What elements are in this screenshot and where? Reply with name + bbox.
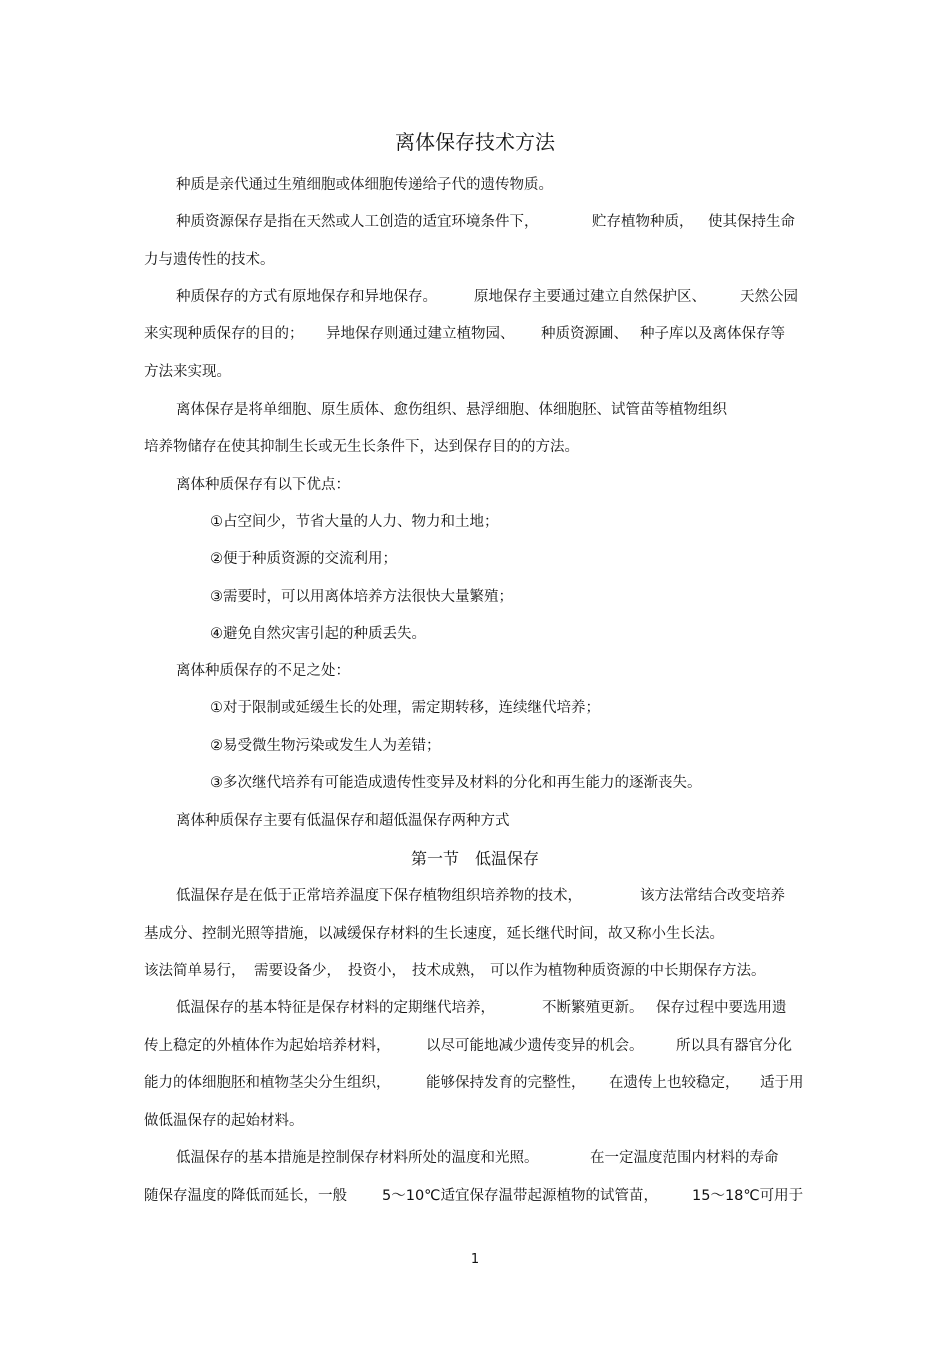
paragraph-line: 基成分、控制光照等措施，以减缓保存材料的生长速度，延长继代时间，故又称小生长法。 <box>144 926 724 942</box>
list-item: ③多次继代培养有可能造成遗传性变异及材料的分化和再生能力的逐渐丧失。 <box>210 775 702 791</box>
list-item: ②易受微生物污染或发生人为差错； <box>210 738 441 754</box>
text-segment: 该法简单易行， <box>144 963 246 979</box>
text-segment: 随保存温度的降低而延长，一般 <box>144 1188 347 1204</box>
text-segment: 低温保存的基本特征是保存材料的定期继代培养， <box>176 1000 495 1016</box>
list-item: ②便于种质资源的交流利用； <box>210 551 397 567</box>
text-segment: 种质保存的方式有原地保存和异地保存。 <box>176 289 437 305</box>
text-segment: 15～18℃可用于 <box>692 1188 804 1204</box>
text-segment: 保存过程中要选用遗 <box>656 1000 787 1016</box>
paragraph-line: 方法来实现。 <box>144 364 231 380</box>
text-segment: 种质资源保存是指在天然或人工创造的适宜环境条件下， <box>176 214 539 230</box>
section-heading: 第一节 低温保存 <box>410 849 539 868</box>
text-segment: 低温保存的基本措施是控制保存材料所处的温度和光照。 <box>176 1150 539 1166</box>
paragraph-line: 离体保存是将单细胞、原生质体、愈伤组织、悬浮细胞、体细胞胚、试管苗等植物组织 <box>176 402 727 418</box>
text-segment: 来实现种质保存的目的； <box>144 326 304 342</box>
paragraph-line: 做低温保存的起始材料。 <box>144 1113 304 1129</box>
text-segment: 贮存植物种质， <box>592 214 694 230</box>
text-segment: 在一定温度范围内材料的寿命 <box>590 1150 779 1166</box>
paragraph-line: 培养物储存在使其抑制生长或无生长条件下，达到保存目的的方法。 <box>144 439 579 455</box>
text-segment: 技术成熟， <box>412 963 485 979</box>
text-segment: 天然公园 <box>740 289 798 305</box>
list-item: ④避免自然灾害引起的种质丢失。 <box>210 626 426 642</box>
text-segment: 适于用 <box>760 1075 804 1091</box>
text-segment: 原地保存主要通过建立自然保护区、 <box>474 289 706 305</box>
text-segment: 可以作为植物种质资源的中长期保存方法。 <box>490 963 766 979</box>
document-title: 离体保存技术方法 <box>395 130 555 154</box>
list-item: ③需要时，可以用离体培养方法很快大量繁殖； <box>210 589 513 605</box>
paragraph-line: 力与遗传性的技术。 <box>144 252 275 268</box>
text-segment: 在遗传上也较稳定， <box>609 1075 740 1091</box>
text-segment: 种子库以及离体保存等 <box>640 326 785 342</box>
list-item: ①对于限制或延缓生长的处理，需定期转移，连续继代培养； <box>210 700 600 716</box>
paragraph-line: 离体种质保存的不足之处： <box>176 663 350 679</box>
text-segment: 能力的体细胞胚和植物茎尖分生组织， <box>144 1075 391 1091</box>
page-number: 1 <box>470 1252 480 1267</box>
text-segment: 传上稳定的外植体作为起始培养材料， <box>144 1038 391 1054</box>
text-segment: 种质资源圃、 <box>541 326 628 342</box>
text-segment: 不断繁殖更新。 <box>542 1000 644 1016</box>
paragraph-line: 离体种质保存有以下优点： <box>176 477 350 493</box>
text-segment: 投资小， <box>348 963 406 979</box>
text-segment: 低温保存是在低于正常培养温度下保存植物组织培养物的技术， <box>176 888 582 904</box>
paragraph-line: 种质是亲代通过生殖细胞或体细胞传递给子代的遗传物质。 <box>176 177 553 193</box>
paragraph-line: 离体种质保存主要有低温保存和超低温保存两种方式 <box>176 813 510 829</box>
text-segment: 以尽可能地减少遗传变异的机会。 <box>426 1038 644 1054</box>
text-segment: 该方法常结合改变培养 <box>640 888 785 904</box>
text-segment: 所以具有器官分化 <box>676 1038 792 1054</box>
text-segment: 使其保持生命 <box>708 214 795 230</box>
text-segment: 异地保存则通过建立植物园、 <box>326 326 515 342</box>
text-segment: 需要设备少， <box>254 963 341 979</box>
text-segment: 5～10℃适宜保存温带起源植物的试管苗， <box>382 1188 658 1204</box>
text-segment: 能够保持发育的完整性， <box>426 1075 586 1091</box>
list-item: ①占空间少，节省大量的人力、物力和土地； <box>210 514 499 530</box>
